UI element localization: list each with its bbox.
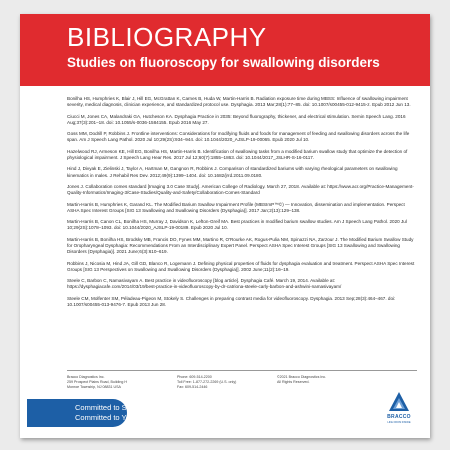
logo-name: BRACCO	[387, 414, 411, 420]
page-subtitle: Studies on fluoroscopy for swallowing disorders	[67, 55, 380, 70]
logo-motto: LIFE FROM INSIDE	[387, 421, 411, 424]
page-title: BIBLIOGRAPHY	[67, 22, 267, 52]
company-contact: Phone: 609-514-2200 Toll Free: 1-877-272-2269 (U.S. only) Fax: 609-514-2446	[177, 375, 237, 389]
tagline-line-1: Committed to Science,	[75, 403, 151, 412]
company-address: Bracco Diagnostics Inc. 259 Prospect Plains Road, Building H Monroe Township, NJ 08831 USA	[67, 375, 127, 389]
reference-item: Steele CM, Molfenter SM, Péladeau-Pigeon M, Stokely S. Challenges in preparing contrast media for videofluoroscopy. Dysphagia. 2013 Sep;28(3):464–467. doi: 10.1007/s00455-013-9476-7. Epub 2013 Jun 28.	[67, 295, 396, 307]
header-banner	[20, 14, 430, 86]
tagline-banner	[27, 399, 151, 427]
reference-list	[67, 96, 417, 313]
copyright-notice: ©2021 Bracco Diagnostics Inc. All Rights Reserved.	[277, 375, 327, 384]
footer	[67, 370, 417, 430]
bibliography-page	[20, 14, 430, 438]
reference-item: Steele C, Barbon C, Namasivayam A. Best practice in videofluoroscopy [blog article]. Dysphagia Café. March 19, 2014. Available at: https://dysphagiacafe.com/2014/03/19/best-practice-in-videofluoroscopy-by-dr-catriona-steele-carly-barbon-and-ashwini-namasivayam/	[67, 278, 342, 290]
logo-triangle-icon	[388, 391, 410, 413]
reference-item: Ciucci M, Jones CA, Malandraki GA, Hutcheson KA. Dysphagia Practice in 2035: Beyond fluorography, thickener, and electrical stimulation. Semin Speech Lang. 2016 Aug;37(3):201–18. doi: 10.1055/s-0036-1584155. Epub 2016 May 27.	[67, 113, 406, 125]
reference-item: Jones J. Collaboration comes standard [Imaging 3.0 Case Study]. American College of Radiology. March 27, 2018. Available at: https://www.acr.org/Practice-Management-Quality-Informatics/Imaging-3/Case-Studies/Quality-and-Safety/Collaboration-Comes-Standard	[67, 183, 414, 196]
reference-item: Robbins J, Nicosia M, Hind JA, Gill GD, Blanco R, Logemann J. Defining physical properties of fluids for dysphagia evaluation and treatment. Perspect ASHA Spec Interest Groups [SIG 13 Perspectives on Swallowing and Swallowing Disorders (Dysphagia)]. 2002 June;11(2):16–19.	[67, 260, 415, 272]
reference-item: Hazelwood RJ, Armeson KE, Hill EG, Bonilha HS, Martin-Harris B. Identification of swallowing tasks from a modified barium swallow study that optimize the detection of physiological impairment. J Speech Lang Hear Res. 2017 Jul 12;60(7):1855–1863. doi: 10.1044/2017_JSLHR-S-16-0117.	[67, 148, 408, 160]
reference-item: Martin-Harris B, Bonilha HS, Brodsky MB, Francis DO, Fynes MM, Martino R, O'Rourke AK, Rogus-Pulia NM, Spinazzi NA, Zarzour J. The Modified Barium Swallow Study for Oropharyngeal Dysphagia: Recommendations From an Interdisciplinary Expert Panel. Perspect ASHA Spec Interest Groups [SIG 13 Swallowing and Swallowing Disorders (Dysphagia)]. 2021 June;6(3):610–619.	[67, 236, 414, 255]
tagline-line-2: Committed to You.™	[75, 413, 144, 422]
reference-item: Bonilha HS, Humphries K, Blair J, Hill EG, McGrattan K, Carnes B, Huda W, Martin-Harris B. Radiation exposure time during MBSS: Influence of swallowing impairment severity, medical diagnosis, clinician experience, and standardized protocol use. Dysphagia. 2013 Mar;28(1):77–85. doi: 10.1007/s00455-012-9415-z. Epub 2012 Jun 13.	[67, 96, 411, 108]
reference-item: Martin-Harris B, Humphries K, Garand KL. The Modified Barium Swallow Impairment Profile (MBSImP™©) — Innovation, dissemination and implementation. Perspect ASHA Spec Interest Groups [SIG 13 Swallowing and Swallowing Disorders (Dysphagia)]. 2017 Jan;2(13):129–138.	[67, 201, 405, 213]
reference-item: Martin-Harris B, Canon CL, Bonilha HS, Murray J, Davidson K, Lefton-Greif MA. Best practices in modified barium swallow studies. Am J Speech Lang Pathol. 2020 Jul 10;29(2S):1078–1093. doi: 10.1044/2020_AJSLP-19-00189. Epub 2020 Jul 10.	[67, 219, 407, 231]
bracco-logo	[385, 391, 413, 427]
reference-item: Goss MM, Dodrill P, Robbins J. Frontline interventions: Considerations for modifying fluids and foods for management of feeding and swallowing disorders across the life span. Am J Speech Lang Pathol. 2020 Jul 10;29(2S):934–944. doi: 10.1044/2020_AJSLP-19-00065. Epub 2020 Jul 10.	[67, 131, 410, 143]
reference-item: Hind J, Divyak E, Zielinski J, Taylor A, Hartman M, Gangnon R, Robbins J. Comparison of standardized bariums with varying rheological parameters on swallowing kinematics in males. J Rehabil Res Dev. 2012;49(9):1399–1404. doi: 10.1682/jrrd.2011.09.0180.	[67, 166, 398, 178]
